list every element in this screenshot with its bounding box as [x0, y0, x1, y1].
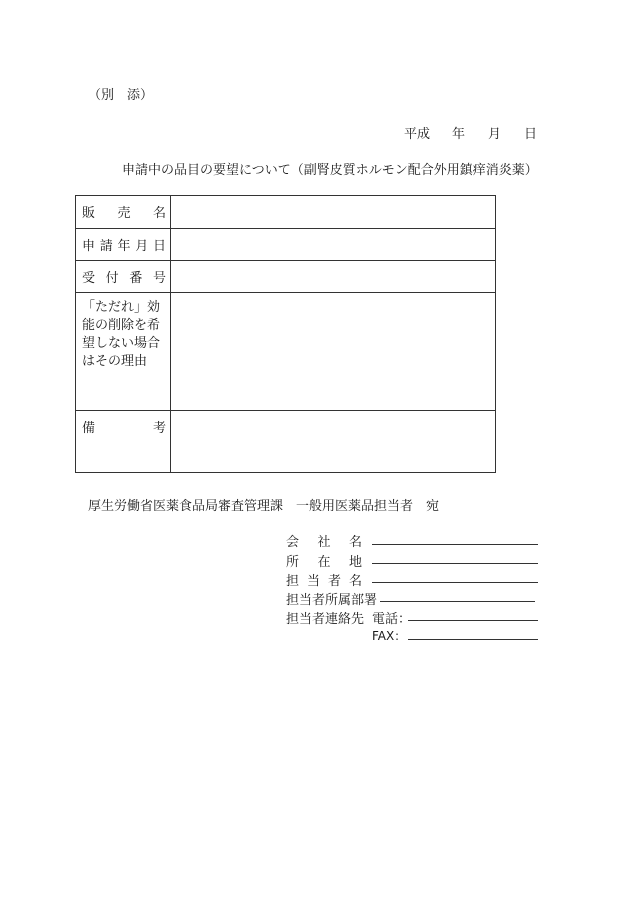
application-date-char: 申 — [82, 239, 96, 254]
sales-name-field[interactable] — [171, 196, 496, 229]
contact-label: 担当者連絡先 — [286, 612, 365, 627]
receipt-number-char: 受 — [82, 271, 96, 286]
receipt-number-label — [76, 261, 171, 293]
address-line[interactable] — [372, 563, 538, 564]
date-month: 月 — [488, 127, 502, 142]
address-char: 在 — [317, 555, 331, 570]
reason-field[interactable] — [171, 293, 496, 411]
date-year: 年 — [452, 127, 466, 142]
company-name-char: 社 — [317, 535, 331, 550]
remarks-char: 考 — [152, 421, 166, 436]
fax-label: FAX： — [372, 629, 407, 643]
application-date-char: 請 — [99, 239, 113, 254]
document-title: 申請中の品目の要望について（副腎皮質ホルモン配合外用鎮痒消炎薬） — [122, 163, 538, 178]
remarks-field[interactable] — [171, 411, 496, 473]
person-name-label — [286, 570, 362, 589]
addressee-line: 厚生労働省医薬食品局審査管理課 一般用医薬品担当者 宛 — [88, 499, 440, 514]
person-name-char: 名 — [348, 574, 362, 589]
remarks-char: 備 — [82, 421, 96, 436]
address-char: 所 — [286, 555, 300, 570]
receipt-number-char: 号 — [152, 271, 166, 286]
reason-label-text: 「ただれ」効能の削除を希望しない場合はその理由 — [82, 300, 161, 369]
company-name-line[interactable] — [372, 544, 538, 545]
application-date-label — [76, 229, 171, 261]
table-row-sales-name — [76, 196, 496, 229]
application-date-char: 月 — [135, 239, 149, 254]
company-name-char: 名 — [348, 535, 362, 550]
application-date-char: 日 — [152, 239, 166, 254]
date-era: 平成 — [404, 127, 431, 142]
address-char: 地 — [348, 555, 362, 570]
application-date-char: 年 — [117, 239, 131, 254]
sales-name-char: 売 — [117, 206, 131, 221]
person-name-char: 当 — [306, 574, 320, 589]
company-name-char: 会 — [286, 535, 300, 550]
company-name-label — [286, 531, 362, 550]
table-row-remarks — [76, 411, 496, 473]
request-form-table — [75, 195, 496, 473]
date-line — [404, 123, 538, 142]
person-name-line[interactable] — [372, 582, 538, 583]
person-name-char: 者 — [327, 574, 341, 589]
date-day: 日 — [524, 127, 538, 142]
sales-name-char: 名 — [152, 206, 166, 221]
phone-label: 電話： — [372, 612, 412, 627]
table-row-receipt-number — [76, 261, 496, 293]
receipt-number-char: 番 — [129, 271, 143, 286]
application-date-field[interactable] — [171, 229, 496, 261]
receipt-number-char: 付 — [105, 271, 119, 286]
sales-name-label — [76, 196, 171, 229]
table-row-application-date — [76, 229, 496, 261]
person-name-char: 担 — [286, 574, 300, 589]
reason-label — [76, 293, 171, 411]
remarks-label — [76, 411, 171, 473]
department-line[interactable] — [380, 601, 535, 602]
fax-line[interactable] — [408, 639, 538, 640]
attachment-label: （別 添） — [88, 88, 154, 103]
table-row-reason — [76, 293, 496, 411]
sales-name-char: 販 — [82, 206, 96, 221]
receipt-number-field[interactable] — [171, 261, 496, 293]
address-label — [286, 551, 362, 570]
department-label: 担当者所属部署 — [286, 593, 378, 608]
phone-line[interactable] — [408, 620, 538, 621]
